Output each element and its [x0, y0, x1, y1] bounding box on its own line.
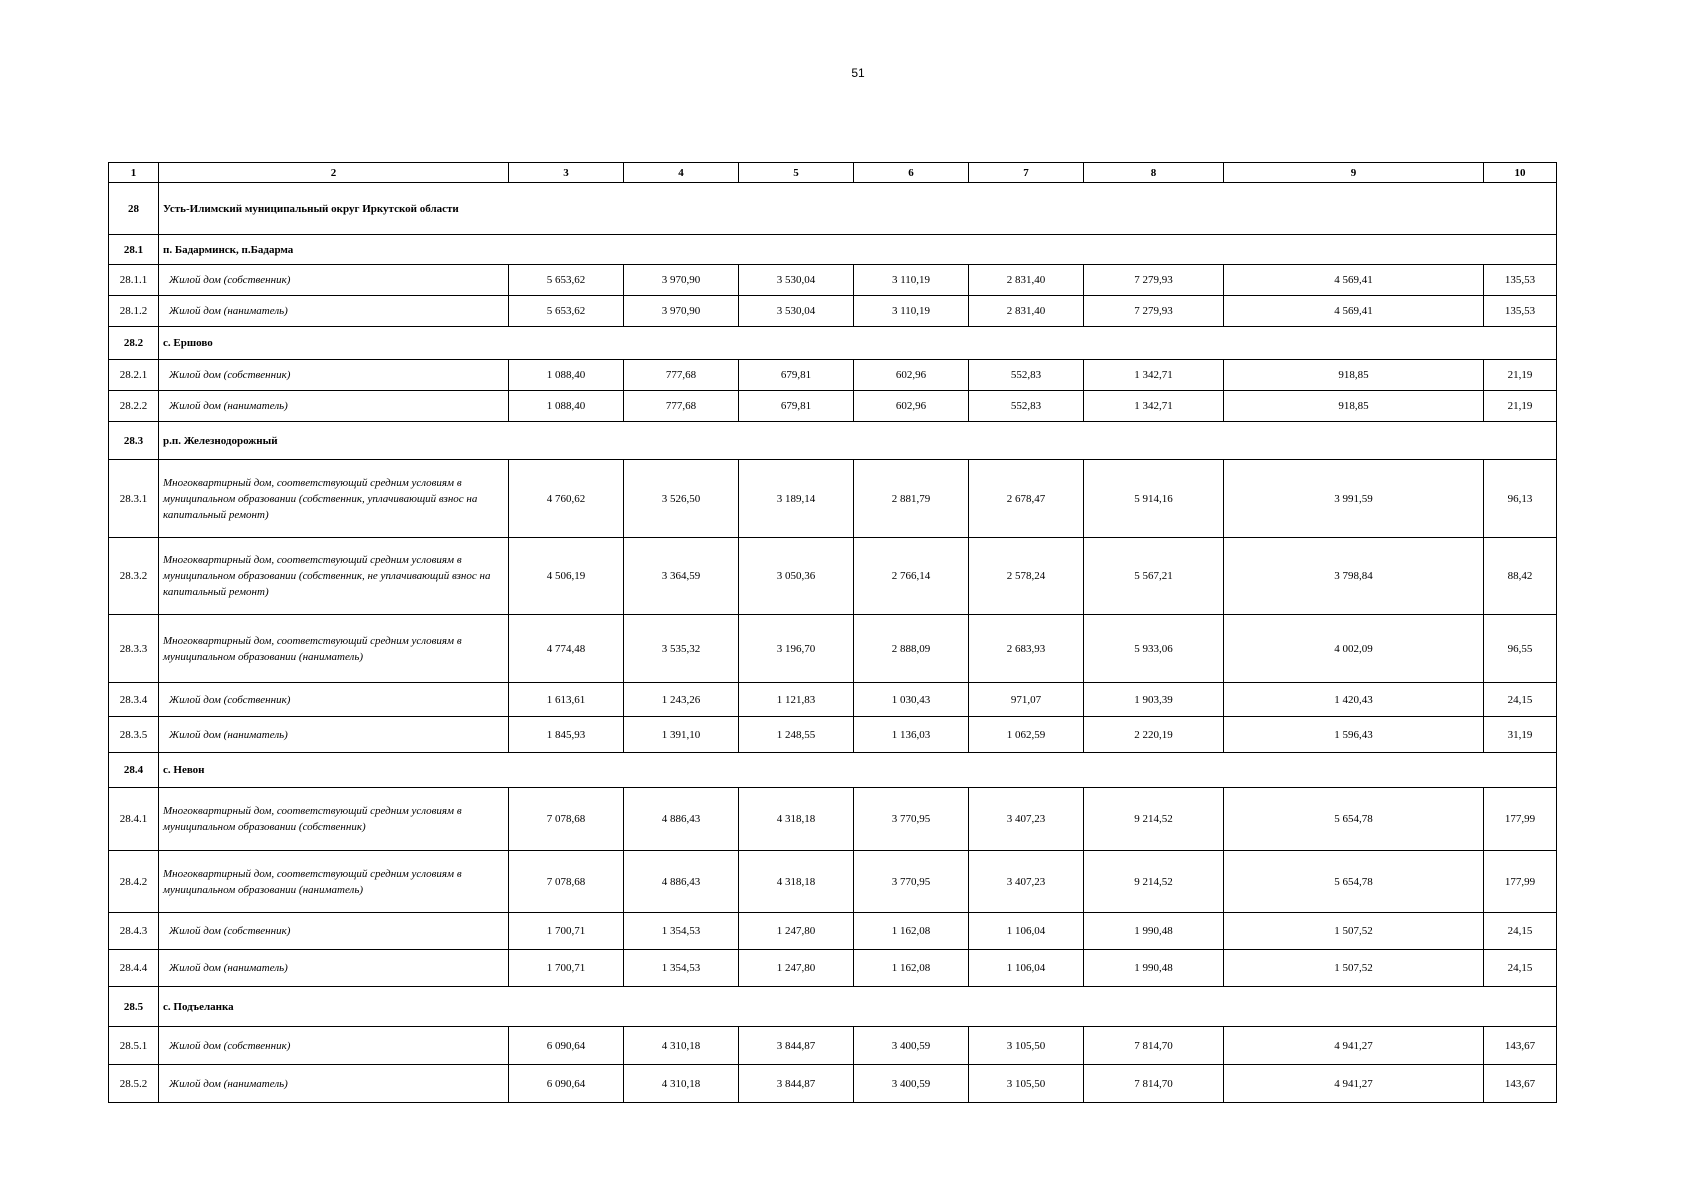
- row-code: 28.1.1: [109, 265, 159, 296]
- value-cell: 88,42: [1484, 538, 1557, 615]
- value-cell: 5 653,62: [509, 296, 624, 327]
- section-row: [109, 183, 1557, 235]
- value-cell: 971,07: [969, 683, 1084, 717]
- value-cell: 4 569,41: [1224, 296, 1484, 327]
- value-cell: 31,19: [1484, 717, 1557, 753]
- value-cell: 1 700,71: [509, 950, 624, 987]
- table-body: [109, 183, 1557, 1103]
- header-cell: 8: [1084, 163, 1224, 183]
- value-cell: 3 400,59: [854, 1027, 969, 1065]
- table-row: [109, 391, 1557, 422]
- value-cell: 552,83: [969, 391, 1084, 422]
- value-cell: 7 279,93: [1084, 296, 1224, 327]
- value-cell: 24,15: [1484, 683, 1557, 717]
- value-cell: 2 678,47: [969, 460, 1084, 538]
- table-row: [109, 851, 1557, 913]
- section-code: 28: [109, 183, 159, 235]
- value-cell: 4 318,18: [739, 788, 854, 851]
- value-cell: 3 844,87: [739, 1065, 854, 1103]
- section-row: [109, 327, 1557, 360]
- value-cell: 7 078,68: [509, 788, 624, 851]
- value-cell: 3 196,70: [739, 615, 854, 683]
- header-cell: 2: [159, 163, 509, 183]
- value-cell: 135,53: [1484, 265, 1557, 296]
- value-cell: 2 766,14: [854, 538, 969, 615]
- section-code: 28.3: [109, 422, 159, 460]
- value-cell: 2 881,79: [854, 460, 969, 538]
- value-cell: 143,67: [1484, 1065, 1557, 1103]
- value-cell: 9 214,52: [1084, 788, 1224, 851]
- value-cell: 1 342,71: [1084, 391, 1224, 422]
- value-cell: 3 798,84: [1224, 538, 1484, 615]
- value-cell: 1 613,61: [509, 683, 624, 717]
- value-cell: 2 831,40: [969, 265, 1084, 296]
- header-cell: 4: [624, 163, 739, 183]
- page-number: 51: [851, 66, 865, 80]
- row-description: Жилой дом (собственник): [159, 1027, 509, 1065]
- value-cell: 3 110,19: [854, 265, 969, 296]
- header-cell: 7: [969, 163, 1084, 183]
- value-cell: 3 770,95: [854, 788, 969, 851]
- value-cell: 4 774,48: [509, 615, 624, 683]
- table-row: [109, 296, 1557, 327]
- value-cell: 4 569,41: [1224, 265, 1484, 296]
- row-code: 28.2.2: [109, 391, 159, 422]
- value-cell: 2 220,19: [1084, 717, 1224, 753]
- value-cell: 5 654,78: [1224, 851, 1484, 913]
- value-cell: 1 030,43: [854, 683, 969, 717]
- value-cell: 177,99: [1484, 851, 1557, 913]
- value-cell: 1 596,43: [1224, 717, 1484, 753]
- value-cell: 5 567,21: [1084, 538, 1224, 615]
- value-cell: 2 831,40: [969, 296, 1084, 327]
- value-cell: 918,85: [1224, 360, 1484, 391]
- value-cell: 4 886,43: [624, 851, 739, 913]
- value-cell: 1 507,52: [1224, 950, 1484, 987]
- header-cell: 3: [509, 163, 624, 183]
- value-cell: 4 760,62: [509, 460, 624, 538]
- value-cell: 1 162,08: [854, 913, 969, 950]
- value-cell: 1 247,80: [739, 950, 854, 987]
- section-code: 28.4: [109, 753, 159, 788]
- value-cell: 5 914,16: [1084, 460, 1224, 538]
- row-code: 28.4.4: [109, 950, 159, 987]
- value-cell: 1 700,71: [509, 913, 624, 950]
- table-row: [109, 788, 1557, 851]
- value-cell: 1 420,43: [1224, 683, 1484, 717]
- row-description: Многоквартирный дом, соответствующий средним условиям в муниципальном образовании (наниматель): [159, 615, 509, 683]
- value-cell: 1 088,40: [509, 391, 624, 422]
- row-description: Жилой дом (собственник): [159, 913, 509, 950]
- row-code: 28.2.1: [109, 360, 159, 391]
- value-cell: 7 279,93: [1084, 265, 1224, 296]
- value-cell: 777,68: [624, 360, 739, 391]
- section-code: 28.2: [109, 327, 159, 360]
- value-cell: 1 062,59: [969, 717, 1084, 753]
- value-cell: 2 683,93: [969, 615, 1084, 683]
- row-code: 28.3.1: [109, 460, 159, 538]
- section-row: [109, 422, 1557, 460]
- row-description: Многоквартирный дом, соответствующий средним условиям в муниципальном образовании (наниматель): [159, 851, 509, 913]
- section-title: Усть-Илимский муниципальный округ Иркутской области: [159, 183, 1557, 235]
- value-cell: 1 342,71: [1084, 360, 1224, 391]
- value-cell: 9 214,52: [1084, 851, 1224, 913]
- row-code: 28.3.2: [109, 538, 159, 615]
- value-cell: 1 990,48: [1084, 950, 1224, 987]
- value-cell: 4 310,18: [624, 1027, 739, 1065]
- value-cell: 4 941,27: [1224, 1065, 1484, 1103]
- value-cell: 3 050,36: [739, 538, 854, 615]
- value-cell: 602,96: [854, 391, 969, 422]
- row-code: 28.3.3: [109, 615, 159, 683]
- value-cell: 3 844,87: [739, 1027, 854, 1065]
- value-cell: 3 530,04: [739, 296, 854, 327]
- value-cell: 1 845,93: [509, 717, 624, 753]
- table-row: [109, 1065, 1557, 1103]
- header-cell: 10: [1484, 163, 1557, 183]
- value-cell: 1 354,53: [624, 950, 739, 987]
- row-code: 28.4.1: [109, 788, 159, 851]
- row-description: Жилой дом (наниматель): [159, 1065, 509, 1103]
- value-cell: 4 002,09: [1224, 615, 1484, 683]
- header-cell: 1: [109, 163, 159, 183]
- row-code: 28.5.1: [109, 1027, 159, 1065]
- value-cell: 3 970,90: [624, 296, 739, 327]
- tariff-table: [108, 162, 1557, 1103]
- section-row: [109, 753, 1557, 788]
- value-cell: 3 407,23: [969, 788, 1084, 851]
- value-cell: 1 136,03: [854, 717, 969, 753]
- value-cell: 1 121,83: [739, 683, 854, 717]
- table-row: [109, 913, 1557, 950]
- value-cell: 1 162,08: [854, 950, 969, 987]
- value-cell: 3 110,19: [854, 296, 969, 327]
- value-cell: 679,81: [739, 391, 854, 422]
- value-cell: 552,83: [969, 360, 1084, 391]
- value-cell: 3 105,50: [969, 1027, 1084, 1065]
- table-row: [109, 1027, 1557, 1065]
- value-cell: 679,81: [739, 360, 854, 391]
- header-cell: 9: [1224, 163, 1484, 183]
- table-row: [109, 460, 1557, 538]
- row-description: Жилой дом (собственник): [159, 265, 509, 296]
- value-cell: 3 526,50: [624, 460, 739, 538]
- value-cell: 2 888,09: [854, 615, 969, 683]
- row-description: Многоквартирный дом, соответствующий средним условиям в муниципальном образовании (собственник, уплачивающий взнос на капитальный ремонт): [159, 460, 509, 538]
- value-cell: 3 530,04: [739, 265, 854, 296]
- value-cell: 24,15: [1484, 950, 1557, 987]
- column-number-header: [109, 163, 1557, 183]
- value-cell: 1 903,39: [1084, 683, 1224, 717]
- section-title: с. Невон: [159, 753, 1557, 788]
- value-cell: 5 933,06: [1084, 615, 1224, 683]
- section-title: с. Подъеланка: [159, 987, 1557, 1027]
- value-cell: 3 770,95: [854, 851, 969, 913]
- row-code: 28.4.2: [109, 851, 159, 913]
- value-cell: 7 814,70: [1084, 1065, 1224, 1103]
- table-row: [109, 360, 1557, 391]
- table-row: [109, 683, 1557, 717]
- value-cell: 4 941,27: [1224, 1027, 1484, 1065]
- section-title: п. Бадарминск, п.Бадарма: [159, 235, 1557, 265]
- value-cell: 1 990,48: [1084, 913, 1224, 950]
- value-cell: 3 400,59: [854, 1065, 969, 1103]
- value-cell: 1 106,04: [969, 913, 1084, 950]
- value-cell: 96,55: [1484, 615, 1557, 683]
- value-cell: 5 653,62: [509, 265, 624, 296]
- value-cell: 1 088,40: [509, 360, 624, 391]
- value-cell: 3 189,14: [739, 460, 854, 538]
- row-description: Многоквартирный дом, соответствующий средним условиям в муниципальном образовании (собственник): [159, 788, 509, 851]
- value-cell: 7 814,70: [1084, 1027, 1224, 1065]
- table-row: [109, 265, 1557, 296]
- row-code: 28.1.2: [109, 296, 159, 327]
- value-cell: 4 318,18: [739, 851, 854, 913]
- value-cell: 96,13: [1484, 460, 1557, 538]
- section-title: р.п. Железнодорожный: [159, 422, 1557, 460]
- header-cell: 5: [739, 163, 854, 183]
- value-cell: 21,19: [1484, 360, 1557, 391]
- value-cell: 6 090,64: [509, 1027, 624, 1065]
- value-cell: 1 106,04: [969, 950, 1084, 987]
- value-cell: 4 310,18: [624, 1065, 739, 1103]
- value-cell: 24,15: [1484, 913, 1557, 950]
- row-code: 28.4.3: [109, 913, 159, 950]
- section-code: 28.1: [109, 235, 159, 265]
- table-row: [109, 950, 1557, 987]
- value-cell: 7 078,68: [509, 851, 624, 913]
- value-cell: 177,99: [1484, 788, 1557, 851]
- row-description: Жилой дом (наниматель): [159, 717, 509, 753]
- value-cell: 1 354,53: [624, 913, 739, 950]
- value-cell: 6 090,64: [509, 1065, 624, 1103]
- value-cell: 3 407,23: [969, 851, 1084, 913]
- value-cell: 143,67: [1484, 1027, 1557, 1065]
- section-row: [109, 987, 1557, 1027]
- value-cell: 5 654,78: [1224, 788, 1484, 851]
- value-cell: 21,19: [1484, 391, 1557, 422]
- section-code: 28.5: [109, 987, 159, 1027]
- value-cell: 918,85: [1224, 391, 1484, 422]
- value-cell: 2 578,24: [969, 538, 1084, 615]
- row-code: 28.5.2: [109, 1065, 159, 1103]
- section-row: [109, 235, 1557, 265]
- table-row: [109, 615, 1557, 683]
- row-description: Жилой дом (наниматель): [159, 950, 509, 987]
- table-row: [109, 717, 1557, 753]
- value-cell: 602,96: [854, 360, 969, 391]
- value-cell: 4 506,19: [509, 538, 624, 615]
- value-cell: 1 248,55: [739, 717, 854, 753]
- section-title: с. Ершово: [159, 327, 1557, 360]
- row-description: Жилой дом (собственник): [159, 683, 509, 717]
- row-code: 28.3.4: [109, 683, 159, 717]
- row-code: 28.3.5: [109, 717, 159, 753]
- header-cell: 6: [854, 163, 969, 183]
- row-description: Жилой дом (собственник): [159, 360, 509, 391]
- value-cell: 3 535,32: [624, 615, 739, 683]
- value-cell: 3 105,50: [969, 1065, 1084, 1103]
- value-cell: 3 991,59: [1224, 460, 1484, 538]
- value-cell: 1 391,10: [624, 717, 739, 753]
- value-cell: 3 364,59: [624, 538, 739, 615]
- value-cell: 777,68: [624, 391, 739, 422]
- table-row: [109, 538, 1557, 615]
- value-cell: 1 243,26: [624, 683, 739, 717]
- row-description: Жилой дом (наниматель): [159, 296, 509, 327]
- value-cell: 1 507,52: [1224, 913, 1484, 950]
- value-cell: 3 970,90: [624, 265, 739, 296]
- row-description: Жилой дом (наниматель): [159, 391, 509, 422]
- value-cell: 1 247,80: [739, 913, 854, 950]
- row-description: Многоквартирный дом, соответствующий средним условиям в муниципальном образовании (собственник, не уплачивающий взнос на капитальный ремонт): [159, 538, 509, 615]
- value-cell: 4 886,43: [624, 788, 739, 851]
- value-cell: 135,53: [1484, 296, 1557, 327]
